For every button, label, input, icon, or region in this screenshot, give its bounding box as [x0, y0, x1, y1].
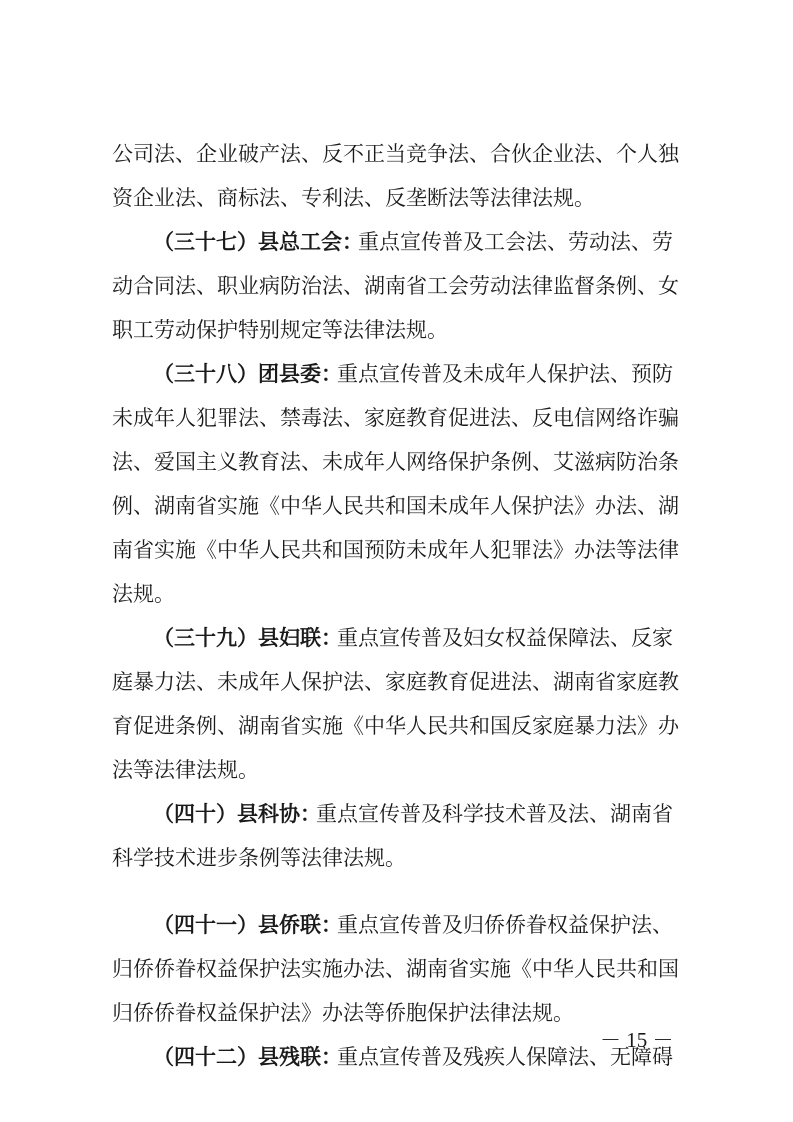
- paragraph-text: 法、爱国主义教育法、未成年人网络保护条例、艾滋病防治条: [112, 450, 679, 474]
- paragraph-text: 归侨侨眷权益保护法》办法等侨胞保护法律法规。: [112, 1001, 574, 1025]
- paragraph-text: 重点宣传普及归侨侨眷权益保护法、: [337, 913, 673, 937]
- page-number: － 15 －: [600, 1028, 674, 1052]
- paragraph-text: 例、湖南省实施《中华人民共和国未成年人保护法》办法、湖: [112, 494, 679, 518]
- paragraph-text: 庭暴力法、未成年人保护法、家庭教育促进法、湖南省家庭教: [112, 670, 679, 694]
- paragraph-text: 法规。: [112, 582, 175, 606]
- org-heading: （四十）县科协：: [153, 802, 321, 826]
- paragraph-text: 资企业法、商标法、专利法、反垄断法等法律法规。: [112, 186, 595, 210]
- org-heading: （三十七）县总工会：: [153, 230, 363, 254]
- org-heading: （三十九）县妇联：: [153, 626, 342, 650]
- paragraph-text: 未成年人犯罪法、禁毒法、家庭教育促进法、反电信网络诈骗: [112, 406, 679, 430]
- paragraph-text: 科学技术进步条例等法律法规。: [112, 846, 406, 870]
- paragraph-text: 归侨侨眷权益保护法实施办法、湖南省实施《中华人民共和国: [112, 957, 679, 981]
- org-heading: （三十八）团县委：: [153, 362, 342, 386]
- paragraph-text: 动合同法、职业病防治法、湖南省工会劳动法律监督条例、女: [112, 274, 679, 298]
- paragraph-text: 南省实施《中华人民共和国预防未成年人犯罪法》办法等法律: [112, 538, 679, 562]
- org-heading: （四十一）县侨联：: [153, 913, 342, 937]
- paragraph-text: 公司法、企业破产法、反不正当竞争法、合伙企业法、个人独: [112, 142, 679, 166]
- paragraph-text: 重点宣传普及未成年人保护法、预防: [337, 362, 673, 386]
- paragraph-text: 育促进条例、湖南省实施《中华人民共和国反家庭暴力法》办: [112, 714, 679, 738]
- org-heading: （四十二）县残联：: [153, 1045, 342, 1069]
- paragraph-text: 重点宣传普及科学技术普及法、湖南省: [316, 802, 673, 826]
- paragraph-text: 重点宣传普及工会法、劳动法、劳: [358, 230, 673, 254]
- paragraph-text: 重点宣传普及残疾人保障法、无障碍: [337, 1045, 673, 1069]
- paragraph-text: 法等法律法规。: [112, 758, 259, 782]
- paragraph-text: 重点宣传普及妇女权益保障法、反家: [337, 626, 673, 650]
- paragraph-text: 职工劳动保护特别规定等法律法规。: [112, 318, 448, 342]
